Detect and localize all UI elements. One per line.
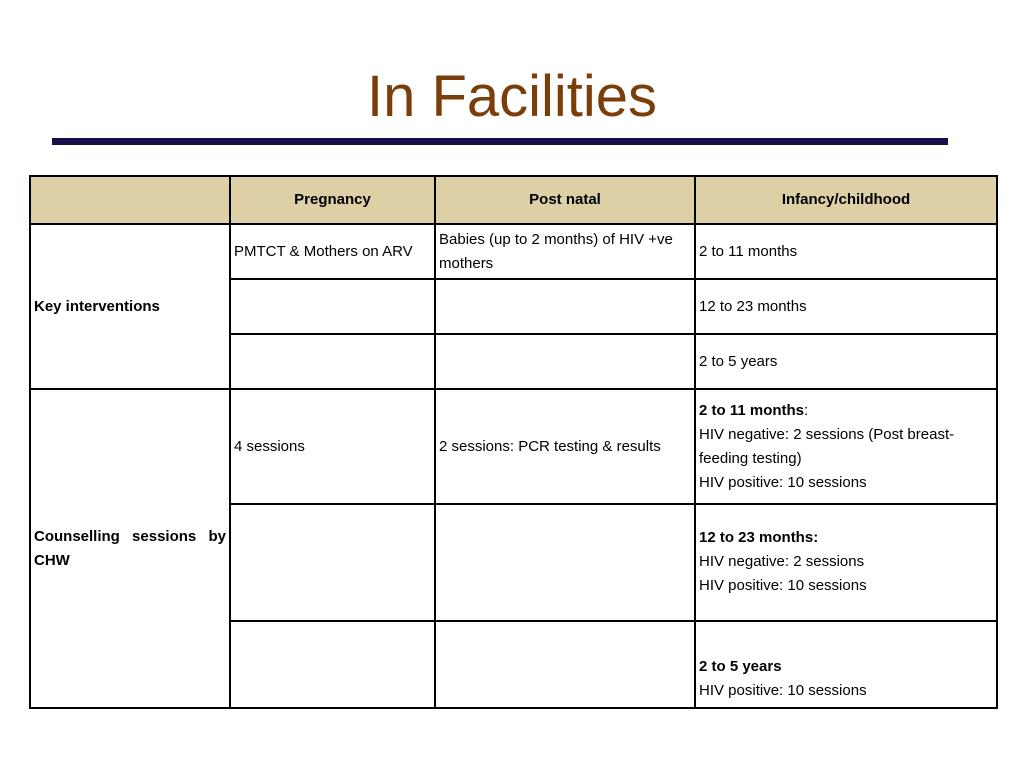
header-pregnancy: Pregnancy bbox=[230, 176, 435, 224]
header-empty bbox=[30, 176, 230, 224]
infancy-line: HIV positive: 10 sessions bbox=[699, 577, 867, 594]
cell-pregnancy bbox=[230, 279, 435, 334]
cell-pregnancy: 4 sessions bbox=[230, 389, 435, 504]
cell-pregnancy bbox=[230, 334, 435, 389]
cell-post-natal bbox=[435, 279, 695, 334]
cell-pregnancy: PMTCT & Mothers on ARV bbox=[230, 224, 435, 279]
title-underline bbox=[52, 138, 948, 145]
row-label-key-interventions: Key interventions bbox=[30, 224, 230, 389]
cell-post-natal: Babies (up to 2 months) of HIV +ve mothers bbox=[435, 224, 695, 279]
cell-infancy: 2 to 11 months bbox=[695, 224, 997, 279]
cell-infancy bbox=[695, 621, 997, 708]
header-infancy-childhood: Infancy/childhood bbox=[695, 176, 997, 224]
infancy-heading: 2 to 11 months bbox=[699, 402, 805, 419]
cell-pregnancy bbox=[230, 504, 435, 621]
header-post-natal: Post natal bbox=[435, 176, 695, 224]
infancy-heading: 12 to 23 months: bbox=[699, 529, 819, 546]
cell-infancy: 12 to 23 months bbox=[695, 279, 997, 334]
infancy-heading: 2 to 5 years bbox=[699, 658, 782, 675]
infancy-heading-suffix: : bbox=[804, 402, 809, 419]
cell-infancy bbox=[695, 504, 997, 621]
cell-post-natal bbox=[435, 504, 695, 621]
facilities-table bbox=[29, 175, 998, 709]
table-row bbox=[30, 224, 997, 279]
infancy-line: HIV negative: 2 sessions bbox=[699, 553, 865, 570]
infancy-line: HIV positive: 10 sessions bbox=[699, 474, 867, 490]
slide-title: In Facilities bbox=[366, 64, 658, 129]
cell-post-natal bbox=[435, 621, 695, 708]
cell-infancy bbox=[695, 389, 997, 504]
cell-pregnancy bbox=[230, 621, 435, 708]
cell-post-natal: 2 sessions: PCR testing & results bbox=[435, 389, 695, 504]
cell-post-natal bbox=[435, 334, 695, 389]
infancy-line: HIV negative: 2 sessions (Post breast-feeding testing) bbox=[699, 426, 955, 467]
table-row bbox=[30, 389, 997, 504]
row-label-counselling: Counselling sessions by CHW bbox=[30, 389, 230, 708]
cell-infancy: 2 to 5 years bbox=[695, 334, 997, 389]
header-row bbox=[30, 176, 997, 224]
infancy-line: HIV positive: 10 sessions bbox=[699, 682, 867, 699]
